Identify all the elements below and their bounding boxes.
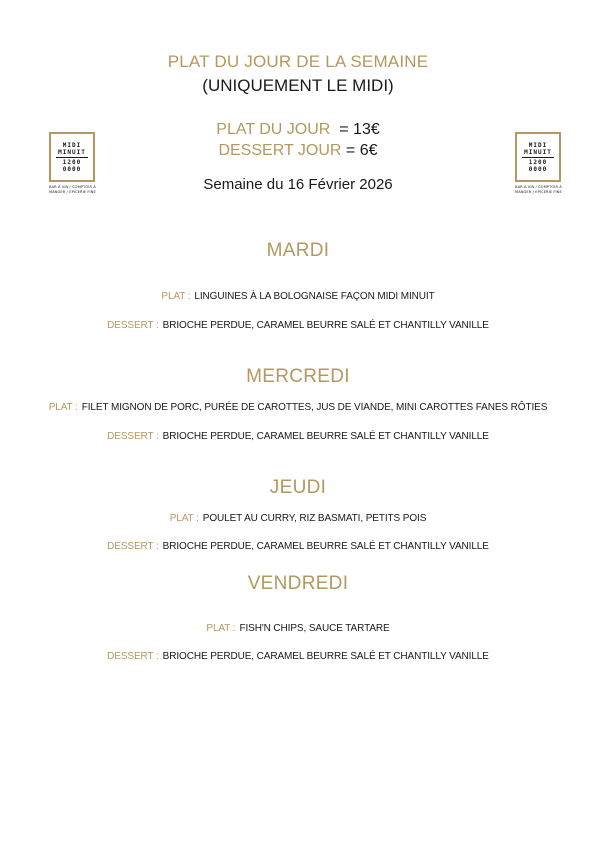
plat-label: PLAT : bbox=[169, 513, 199, 524]
menu-line-plat bbox=[0, 402, 596, 413]
page-subtitle: (UNIQUEMENT LE MIDI) bbox=[202, 76, 394, 95]
dessert-label: DESSERT : bbox=[107, 320, 159, 331]
logo-text: 0000 bbox=[62, 165, 82, 173]
logo-text: MINUIT bbox=[524, 148, 552, 156]
week-date: Semaine du 16 Février 2026 bbox=[203, 176, 393, 193]
price-dessert-value: = 6€ bbox=[345, 142, 378, 159]
logo-text: MIDI bbox=[62, 141, 82, 149]
menu-line-dessert bbox=[0, 320, 596, 331]
plat-text: POULET AU CURRY, RIZ BASMATI, PETITS POIS bbox=[202, 513, 427, 524]
menu-line-dessert bbox=[0, 541, 596, 552]
dessert-text: BRIOCHE PERDUE, CARAMEL BEURRE SALÉ ET CHANTILLY VANILLE bbox=[162, 431, 489, 442]
day-heading-mardi: MARDI bbox=[266, 240, 330, 261]
logo-text: 1200 bbox=[528, 158, 548, 166]
dessert-text: BRIOCHE PERDUE, CARAMEL BEURRE SALÉ ET CHANTILLY VANILLE bbox=[162, 541, 489, 552]
dessert-text: BRIOCHE PERDUE, CARAMEL BEURRE SALÉ ET CHANTILLY VANILLE bbox=[162, 651, 489, 662]
price-dessert bbox=[0, 142, 596, 160]
menu-line-plat bbox=[0, 623, 596, 634]
day-heading-jeudi: JEUDI bbox=[269, 477, 327, 498]
day-heading-vendredi: VENDREDI bbox=[247, 573, 349, 594]
dessert-label: DESSERT : bbox=[107, 431, 159, 442]
logo-tagline-line: MANGER / EPICERIE FINE bbox=[515, 190, 562, 194]
dessert-text: BRIOCHE PERDUE, CARAMEL BEURRE SALÉ ET CHANTILLY VANILLE bbox=[162, 320, 489, 331]
logo-tagline-line: BAR À VIN / COMPTOIR À bbox=[515, 185, 562, 189]
logo-text: 0000 bbox=[528, 165, 548, 173]
menu-line-dessert bbox=[0, 431, 596, 442]
plat-label: PLAT : bbox=[206, 623, 236, 634]
price-plat-label: PLAT DU JOUR bbox=[216, 121, 331, 138]
plat-text: LINGUINES À LA BOLOGNAISE FAÇON MIDI MINUIT bbox=[194, 291, 435, 302]
dessert-label: DESSERT : bbox=[107, 651, 159, 662]
plat-text: FISH'N CHIPS, SAUCE TARTARE bbox=[239, 623, 390, 634]
plat-label: PLAT : bbox=[161, 291, 191, 302]
plat-text: FILET MIGNON DE PORC, PURÉE DE CAROTTES, JUS DE VIANDE, MINI CAROTTES FANES RÔTIES bbox=[81, 402, 548, 413]
logo-tagline-line: BAR À VIN / COMPTOIR À bbox=[49, 185, 96, 189]
menu-line-dessert bbox=[0, 651, 596, 662]
logo-text: 1200 bbox=[62, 158, 82, 166]
dessert-label: DESSERT : bbox=[107, 541, 159, 552]
logo-text: MIDI bbox=[528, 141, 548, 149]
menu-line-plat bbox=[0, 291, 596, 302]
price-plat-value: = 13€ bbox=[339, 121, 380, 138]
plat-label: PLAT : bbox=[48, 402, 78, 413]
logo-text: MINUIT bbox=[58, 148, 86, 156]
logo-tagline-line: MANGER / EPICERIE FINE bbox=[49, 190, 96, 194]
price-dessert-label: DESSERT JOUR bbox=[218, 142, 342, 159]
price-plat bbox=[0, 121, 596, 139]
menu-line-plat bbox=[0, 513, 596, 524]
page-title: PLAT DU JOUR DE LA SEMAINE bbox=[167, 52, 429, 71]
day-heading-mercredi: MERCREDI bbox=[246, 366, 350, 387]
